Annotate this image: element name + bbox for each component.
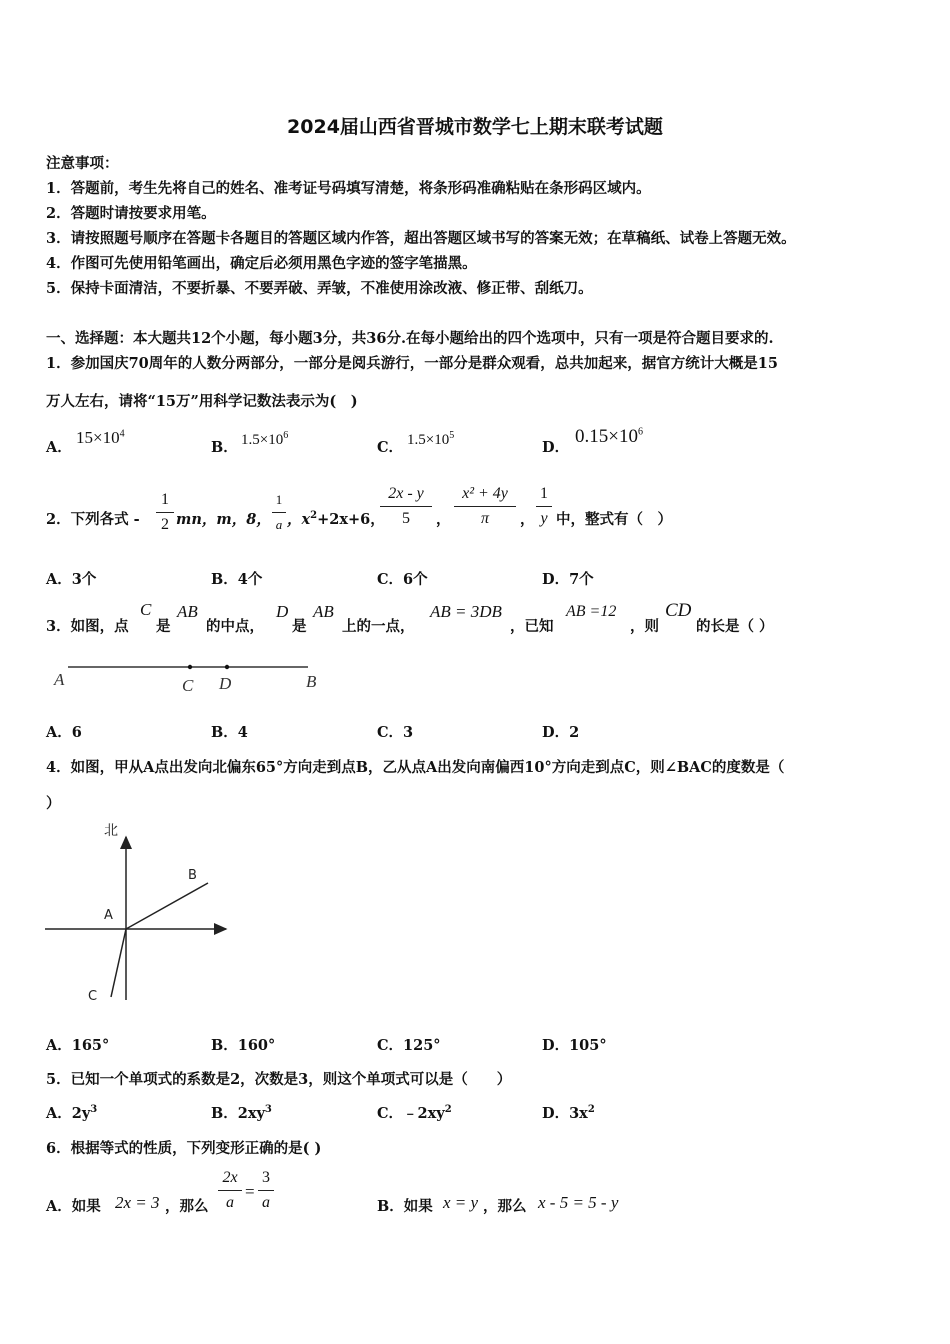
question-3-text: 是: [292, 618, 307, 635]
option-A-text: A．如果: [46, 1198, 101, 1215]
fraction-one-over-y: 1 y: [536, 484, 552, 529]
option-B: B．4个: [211, 571, 263, 588]
segment-figure: [50, 655, 340, 700]
option-A-value: $15\times 10^4$: [76, 428, 125, 447]
fraction-3-over-a: 3 a: [258, 1168, 274, 1213]
question-3-text: ，已知: [510, 618, 554, 635]
notice-item: 5．保持卡面清洁，不要折暴、不要弄破、弄皱，不准使用涂改液、修正带、刮纸刀。: [46, 280, 593, 297]
notice-item: 4．作图可先使用铅笔画出，确定后必须用黑色字迹的签字笔描黑。: [46, 255, 477, 272]
fraction-one-over-a: 1 a: [272, 490, 286, 535]
question-1-line2: 万人左右，请将“15万”用科学记数法表示为( ): [46, 393, 358, 410]
equation-x-y: x = y: [443, 1193, 479, 1212]
fraction-2x-over-a: 2x a: [218, 1168, 242, 1213]
comma: ，: [436, 511, 451, 528]
comma: ，: [520, 511, 535, 528]
question-3-text: ，则: [630, 618, 659, 635]
label-c: C: [88, 989, 98, 1004]
question-3-text: 是: [156, 618, 171, 635]
question-4-line2: ）: [46, 795, 61, 812]
var-CD: CD: [665, 600, 692, 621]
label-north: 北: [104, 823, 118, 839]
option-D: D．2: [542, 724, 580, 741]
question-3-text: 的中点，: [206, 618, 264, 635]
question-3-text: 上的一点，: [342, 618, 415, 635]
option-B: B．$2xy^3$: [211, 1104, 272, 1122]
option-C-value: $1.5\times 10^5$: [407, 430, 455, 448]
option-B: B．160°: [211, 1037, 276, 1054]
equals-sign: =: [245, 1182, 255, 1201]
option-B: B．4: [211, 724, 248, 741]
option-D: D．7个: [542, 571, 594, 588]
equation-ab-3db: AB = 3DB: [430, 602, 502, 621]
fraction-one-half: 1 2: [156, 490, 174, 535]
notice-item: 2．答题时请按要求用笔。: [46, 205, 216, 222]
var-AB: AB: [313, 602, 334, 621]
notice-item: 3．请按照题号顺序在答题卡各题目的答题区域内作答，超出答题区域书写的答案无效；在草稿纸、试卷上答题无效。: [46, 230, 796, 247]
option-A-text: ，那么: [165, 1198, 209, 1215]
var-D: D: [276, 602, 289, 621]
label-b: B: [306, 672, 317, 691]
section-heading: 一、选择题：本大题共12个小题，每小题3分，共36分.在每小题给出的四个选项中，只有一项是符合题目要求的.: [46, 330, 774, 347]
label-a: A: [54, 670, 65, 689]
option-B-text: B．如果: [377, 1198, 433, 1215]
option-C: C．3: [377, 724, 414, 741]
option-A: A．6: [46, 724, 82, 741]
option-B-value: $1.5\times 10^6$: [241, 430, 289, 448]
label-c: C: [182, 676, 194, 695]
ray-ab: [126, 883, 208, 929]
fraction-2x-minus-y-over-5: 2x - y 5: [380, 484, 432, 529]
label-d: D: [219, 674, 232, 693]
equation-x-minus-5: x - 5 = 5 - y: [538, 1193, 619, 1212]
question-6-stem: 6．根据等式的性质，下列变形正确的是( ): [46, 1140, 322, 1157]
question-2-poly: ，$x^2+2x+6$，: [287, 510, 385, 528]
direction-figure: [40, 815, 240, 1005]
option-D: D．$3x^2$: [542, 1104, 595, 1122]
question-4-line1: 4．如图，甲从A点出发向北偏东65°方向走到点B，乙从点A出发向南偏西10°方向走到点C，则∠BAC的度数是（: [46, 759, 785, 776]
question-2-suffix: 中，整式有（ ）: [556, 511, 672, 528]
ray-ac: [111, 929, 126, 997]
question-3-text: 的长是（ ）: [696, 618, 774, 635]
option-D: D．105°: [542, 1037, 607, 1054]
point-d: [225, 665, 229, 669]
notice-item: 1．答题前，考生先将自己的姓名、准考证号码填写清楚，将条形码准确粘贴在条形码区域内。: [46, 180, 651, 197]
fraction-x2-plus-4y-over-pi: x² + 4y π: [454, 484, 516, 529]
equation-ab-12: AB =12: [566, 603, 617, 620]
question-3-text: 3．如图，点: [46, 618, 129, 635]
option-C: C．125°: [377, 1037, 441, 1054]
option-A: A．3个: [46, 571, 97, 588]
var-C: C: [140, 600, 152, 619]
page-title: 2024届山西省晋城市数学七上期末联考试题: [287, 116, 663, 138]
option-C: C．6个: [377, 571, 428, 588]
option-B-label: B．: [211, 439, 238, 456]
label-b: B: [188, 868, 197, 883]
option-A: A．165°: [46, 1037, 110, 1054]
question-1-line1: 1．参加国庆70周年的人数分两部分，一部分是阅兵游行，一部分是群众观看，总共加起来，据官方统计大概是15: [46, 355, 778, 372]
point-c: [188, 665, 192, 669]
equation-2x-3: 2x = 3: [115, 1193, 160, 1212]
option-D-label: D．: [542, 439, 570, 456]
question-5-stem: 5．已知一个单项式的系数是2，次数是3，则这个单项式可以是（ ）: [46, 1071, 512, 1088]
option-D-value: $0.15\times 10^6$: [575, 426, 643, 447]
option-B-text: ，那么: [483, 1198, 527, 1215]
notice-heading: 注意事项：: [46, 155, 119, 172]
question-2-terms: mn，m，8，: [176, 511, 271, 528]
label-a: A: [104, 908, 113, 923]
option-C-label: C．: [377, 439, 404, 456]
option-A: A．$2y^3$: [46, 1104, 98, 1122]
question-2-prefix: 2．下列各式 -: [46, 511, 140, 528]
option-A-label: A．: [46, 439, 72, 456]
var-AB: AB: [177, 602, 198, 621]
option-C: C．$﹣2xy^2$: [377, 1104, 452, 1122]
